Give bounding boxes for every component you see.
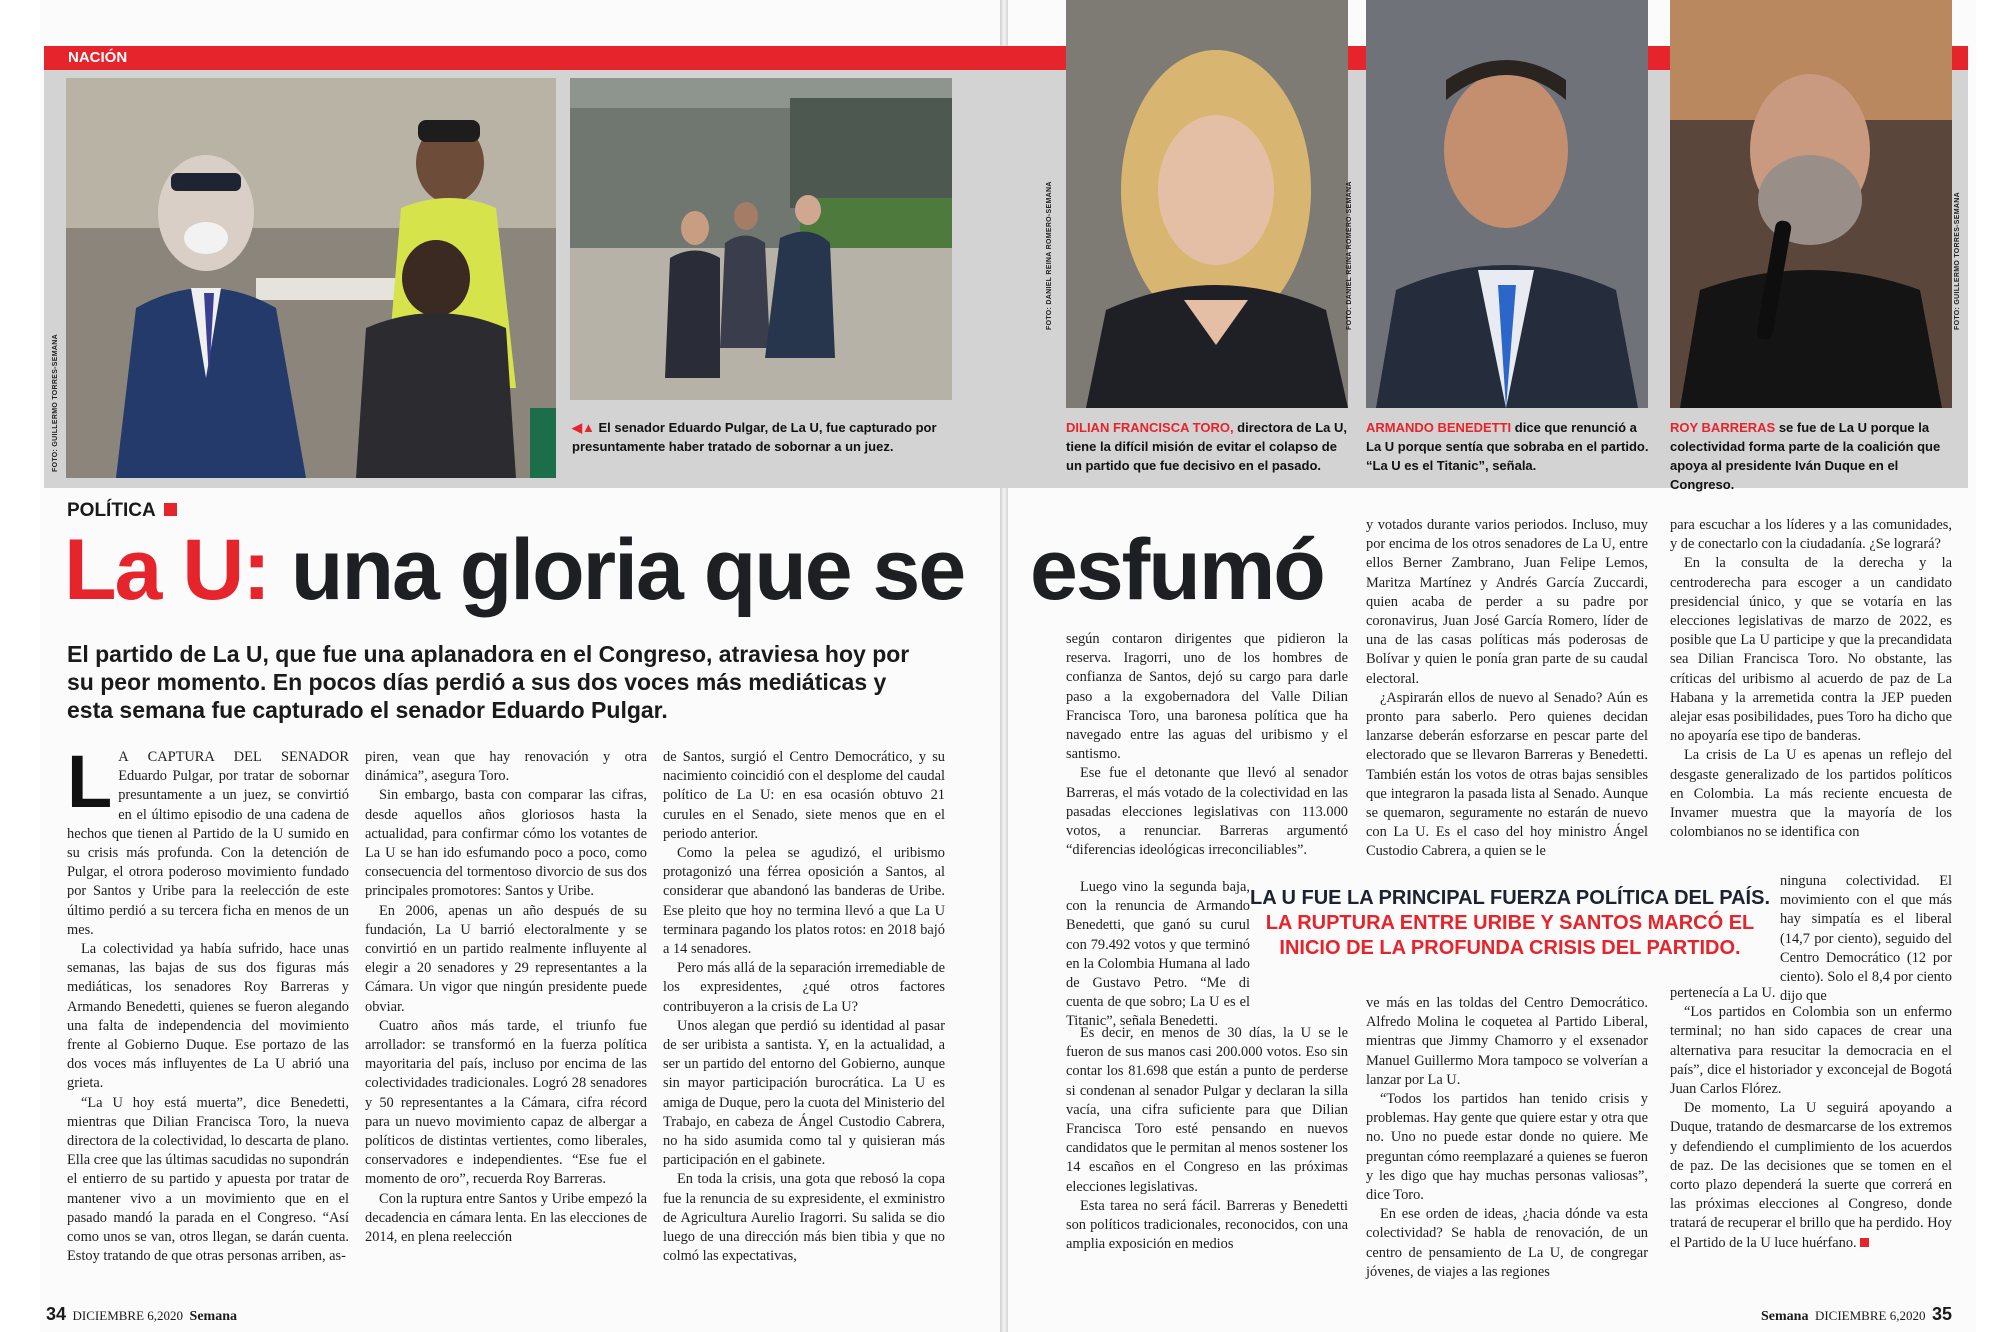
paragraph: Es decir, en menos de 30 días, la U se le fueron de sus manos casi 200.000 votos. Eso sin contar los 81.698 que están a punto de perderse si condenan al senador Pulgar y declaran la silla vacía, una cifra suficiente para que Dilian Francisca Toro esté pensando en nuevos candidatos que le permitan al menos sostener los 14 escaños en el Congreso en las próximas elecciones legislativas. [1066, 1025, 1348, 1195]
benedetti-photo [1366, 0, 1648, 408]
pull-quote-line-1: LA U FUE LA PRINCIPAL FUERZA POLÍTICA DEL PAÍS. [1250, 887, 1771, 909]
page-number: 35 [1931, 1304, 1952, 1324]
kicker [67, 500, 177, 522]
paragraph: ve más en las toldas del Centro Democrático. Alfredo Molina le coquetea al Partido Liberal, mientras que Jimmy Chamorro y el exsenador Manuel Guillermo Mora tampoco se volverían a lanzar por La U. [1366, 995, 1648, 1088]
paragraph: En la consulta de la derecha y la centroderecha para escoger a un candidato presidencial único, y que se votaría en las elecciones legislativas de marzo de 2022, es posible que La U participe y que la precandidata sea Dilian Francisca Toro. No obstante, las críticas del uribismo al acuerdo de paz de La Habana y la arremetida contra la JEP pueden alejar esas posibilidades, pues Toro ha dicho que no apoyaría ese tipo de banderas. [1670, 555, 1952, 745]
benedetti-portrait-illustration [1366, 0, 1648, 408]
left-page [40, 0, 1000, 1332]
folio-magazine: Semana [1761, 1309, 1809, 1324]
caption-name: ROY BARRERAS [1670, 420, 1776, 435]
body-column-4 [1066, 630, 1348, 876]
paragraph: En toda la crisis, una gota que rebosó la copa fue la renuncia de su expresidente, el exministro de Agricultura Aurelio Iragorri. Su salida se dio luego de una dirección más bien tibia y que no colmó las expectativas, [663, 1171, 945, 1265]
paragraph: para escuchar a los líderes y a las comunidades, y de conectarlo con la ciudadanía. ¿Se logrará? [1670, 517, 1952, 553]
caption-text: se fue de La U porque la colectividad forma parte de la coalición que apoya al presidente Iván Duque en el Congreso. [1670, 420, 1941, 492]
folio-date: DICIEMBRE 6,2020 [72, 1308, 184, 1323]
photo-credit-barreras: FOTO: GUILLERMO TORRES-SEMANA [1954, 192, 1961, 330]
body-column-5-bottom [1366, 994, 1648, 1292]
barreras-photo [1670, 0, 1952, 408]
paragraph: Ese fue el detonante que llevó al senador Barreras, el más votado de la colectividad en las pasadas elecciones legislativas con 113.000 votos, a renunciar. Barreras argumentó “diferencias ideológicas irreconciliables”. [1066, 765, 1348, 859]
paragraph: La colectividad ya había sufrido, hace unas semanas, las bajas de sus dos figuras más mediáticas, los senadores Roy Barreras y Armando Benedetti, quienes se fueron alegando una falta de independencia del movimiento frente al Gobierno Duque. Ese portazo de las dos voces más influyentes de La U abrió una grieta. [67, 941, 349, 1092]
photo-credit-toro: FOTO: DANIEL REINA ROMERO-SEMANA [1046, 181, 1053, 330]
photo-credit-1: FOTO: GUILLERMO TORRES-SEMANA [52, 334, 59, 472]
caption-text: directora de La U, tiene la difícil misión de evitar el colapso de un partido que fue decisivo en el pasado. [1066, 420, 1347, 473]
kicker-label: POLÍTICA [67, 500, 155, 521]
body-column-2 [365, 748, 647, 1292]
headline [64, 522, 1064, 618]
benedetti-caption [1366, 418, 1650, 475]
caption-text: dice que renunció a La U porque sentía que sobraba en el partido. “La U es el Titanic”, señala. [1366, 420, 1649, 473]
toro-portrait-illustration [1066, 0, 1348, 408]
body-column-5 [1366, 516, 1648, 870]
paragraph: Cuatro años más tarde, el triunfo fue arrollador: se transformó en la fuerza política mayoritaria del país, incluso por encima de las colectividades tradicionales. Logró 28 senadores y 50 representantes a la Cámara, cifra récord para un nuevo movimiento capaz de albergar a políticos de distintas vertientes, como liberales, conservadores e independientes. “Ese fue el momento de oro”, recuerda Roy Barreras. [365, 1017, 647, 1188]
section-bar-left [44, 46, 1010, 70]
paragraph: Pero más allá de la separación irremediable de los expresidentes, ¿qué otros factores contribuyeron a la crisis de La U? [663, 960, 945, 1015]
paragraph: En ese orden de ideas, ¿hacia dónde va esta colectividad? Se habla de renovación, de un centro de pensamiento de La U, de congregar jóvenes, de viajes a las regiones [1366, 1206, 1648, 1280]
body-column-4-bottom [1066, 1024, 1348, 1292]
dropcap: L [67, 740, 113, 823]
toro-caption [1066, 418, 1350, 475]
folio-left [46, 1304, 237, 1325]
right-page [1008, 0, 1976, 1332]
paragraph: ninguna colectividad. El movimiento con el que más hay simpatía es el liberal (14,7 por ciento), seguido del Centro Democrático (12 por ciento). Solo el 8,4 por ciento dijo que [1780, 873, 1952, 1005]
paragraph: Como la pelea se agudizó, el uribismo protagonizó una férrea oposición a Santos, al considerar que abandonó las banderas de Uribe. Ese pleito que hoy no termina llevó a que La U terminara pagando los platos rotos: en 2018 bajó a 14 senadores. [663, 845, 945, 958]
pulgar-walking-photo [570, 78, 952, 400]
folio-right [1761, 1304, 1952, 1325]
photo-caption-2 [572, 418, 952, 456]
caption-text: El senador Eduardo Pulgar, de La U, fue capturado por presuntamente haber tratado de sobornar a un juez. [572, 420, 937, 454]
paragraph: Con la ruptura entre Santos y Uribe empezó la decadencia en cámara lenta. En las elecciones de 2014, en plena reelección [365, 1190, 647, 1246]
walking-scene-illustration [570, 78, 952, 400]
barreras-caption [1670, 418, 1954, 494]
paragraph: “Todos los partidos han tenido crisis y problemas. Hay gente que quiere estar y otra que no. Uno no puede estar donde no quiere. Me preguntan cómo reemplazaré a quienes se fueron y les digo que hay muchas personas valiosas”, dice Toro. [1366, 1091, 1648, 1204]
paragraph: A CAPTURA DEL SENADOR Eduardo Pulgar, por tratar de sobornar presuntamente a un juez, se convirtió en el último episodio de una cadena de hechos que tienen al Partido de la U sumido en su crisis más profunda. Con la detención de Pulgar, el otrora poderoso movimiento fundado por Santos y Uribe para la reelección de este último perdió a su tercera ficha en menos de un mes. [67, 749, 349, 938]
paragraph: ¿Aspirarán ellos de nuevo al Senado? Aún es pronto para saberlo. Pero quienes decidan lanzarse deberán esforzarse en pescar parte del electorado que se llevaron Barreras y Benedetti. También están los votos de otras bajas sensibles que integraron la pasada lista al Senado. Aunque se quemaron, seguramente no estarán de nuevo con La U. Es el caso del hoy ministro Ángel Custodio Cabrera, a quien se le [1366, 689, 1648, 860]
caption-name: ARMANDO BENEDETTI [1366, 420, 1512, 435]
paragraph: En 2006, apenas un año después de su fundación, La U barrió electoralmente y se convirtió en un partido realmente influyente al elegir a 20 senadores y 29 representantes a la Cámara. Un vigor que ningún presidente puede obviar. [365, 902, 647, 1015]
section-label: NACIÓN [68, 49, 128, 66]
photo-band-right [1008, 70, 1968, 492]
caption-arrow-icon: ◀▲ [572, 420, 595, 435]
paragraph: según contaron dirigentes que pidieron la reserva. Iragorri, uno de los hombres de confianza de Santos, dejó su cargo para darle paso a la exgobernadora del Valle Dilian Francisca Toro, una baronesa política que ha navegado entre las aguas del uribismo y el santismo. [1066, 631, 1348, 763]
paragraph: La crisis de La U es apenas un reflejo del desgaste generalizado de los partidos políticos en Colombia. La más reciente encuesta de Invamer muestra que la mayoría de los colombianos no se identifica con [1670, 747, 1952, 841]
arrest-scene-illustration [66, 78, 556, 478]
body-column-3 [663, 748, 945, 1292]
deck: El partido de La U, que fue una aplanadora en el Congreso, atraviesa hoy por su peor momento. En pocos días perdió a sus dos voces más mediáticas y esta semana fue capturado el senador Eduardo Pulgar. [67, 641, 910, 723]
paragraph: Unos alegan que perdió su identidad al pasar de ser uribista a santista. Y, en la actualidad, a ser un partido del entorno del Gobierno, aunque sin mayor participación burocrática. La U es amiga de Duque, pero la cuota del Ministerio del Trabajo, en cabeza de Ángel Custodio Cabrera, no ha sido asumida como tal y quisieran más participación en el gabinete. [663, 1017, 945, 1169]
paragraph: De momento, La U seguirá apoyando a Duque, tratando de desmarcarse de los extremos y defendiendo el cumplimiento de los acuerdos de paz. De las decisiones que se tomen en el corto plazo dependerá la suerte que correrá en las próximas elecciones al Congreso, donde tratará de recuperar el brillo que ha perdido. Hoy el Partido de la U luce huérfano. [1670, 1100, 1952, 1251]
toro-photo [1066, 0, 1348, 408]
pulgar-arrest-photo [66, 78, 556, 478]
body-column-1 [67, 740, 349, 1292]
caption-name: DILIAN FRANCISCA TORO, [1066, 420, 1234, 435]
paragraph: “Los partidos en Colombia son un enfermo terminal; no han sido capaces de crear una alternativa para resucitar la democracia en el país”, dice el historiador y exconcejal de Bogotá Juan Carlos Flórez. [1670, 1004, 1952, 1098]
folio-magazine: Semana [189, 1309, 237, 1324]
paragraph: Esta tarea no será fácil. Barreras y Benedetti son políticos tradicionales, reconocidos, con una amplia exposición en medios [1066, 1197, 1348, 1253]
headline-red: La U: [64, 522, 269, 618]
pull-quote [1250, 886, 1770, 961]
folio-date: DICIEMBRE 6,2020 [1814, 1308, 1926, 1323]
end-mark-icon [1860, 1238, 1869, 1247]
paragraph: Luego vino la segunda baja, con la renuncia de Armando Benedetti, que ganó su curul con 79.492 votos y que terminó en la Colombia Humana al lado de Gustavo Petro. “Me di cuenta de que sobro; La U es el Titanic”, señala Benedetti. [1066, 879, 1250, 1030]
headline-dark: una gloria que se [290, 522, 965, 618]
page-number: 34 [46, 1304, 67, 1324]
paragraph: Sin embargo, basta con comparar las cifras, desde aquellos años gloriosos hasta la actualidad, para confirmar cómo los votantes de La U se han ido esfumando poco a poco, como consecuencia del tormentoso divorcio de sus dos principales promotores: Santos y Uribe. [365, 787, 647, 900]
headline-continued: esfumó [1030, 522, 1324, 618]
barreras-portrait-illustration [1670, 0, 1952, 408]
pull-quote-line-3: INICIO DE LA PROFUNDA CRISIS DEL PARTIDO. [1279, 937, 1741, 959]
paragraph: piren, vean que hay renovación y otra dinámica”, asegura Toro. [365, 749, 647, 785]
body-column-4-narrow [1066, 878, 1250, 1030]
body-column-6 [1670, 516, 1952, 870]
kicker-square-icon [164, 503, 177, 516]
body-column-6-narrow [1780, 872, 1952, 1005]
paragraph: de Santos, surgió el Centro Democrático, y su nacimiento coincidió con el desplome del caudal político de La U: en esa ocasión obtuvo 21 curules en el Senado, siete menos que en el periodo anterior. [663, 749, 945, 842]
photo-band-left [44, 70, 1010, 488]
pull-quote-line-2: LA RUPTURA ENTRE URIBE Y SANTOS MARCÓ EL [1265, 912, 1755, 934]
paragraph: y votados durante varios periodos. Incluso, muy por encima de los otros senadores de La U, entre ellos Berner Zambrano, Juan Felipe Lemos, Maritza Martínez y Andrés García Zuccardi, quien acaba de perder a su padre por coronavirus, Juan José García Romero, líder de una de las casas políticas más poderosas de Bolívar y quien le ponía gran parte de su caudal electoral. [1366, 517, 1648, 687]
paragraph: “La U hoy está muerta”, dice Benedetti, mientras que Dilian Francisca Toro, la nueva directora de la colectividad, lo descarta de plano. Ella cree que las últimas sacudidas no supondrán el entierro de su partido y apuesta por tratar de mantener vivo a un movimiento que en el pasado mandó la parada en el Congreso. “Así como unos se van, otros llegan, se darán cuenta. Estoy tratando de que otras personas arriben, as- [67, 1094, 349, 1265]
photo-credit-benedetti: FOTO: DANIEL REINA ROMERO-SEMANA [1346, 181, 1353, 330]
paragraph: pertenecía a La U. [1670, 985, 1776, 1001]
body-column-6-bottom [1670, 984, 1952, 1292]
